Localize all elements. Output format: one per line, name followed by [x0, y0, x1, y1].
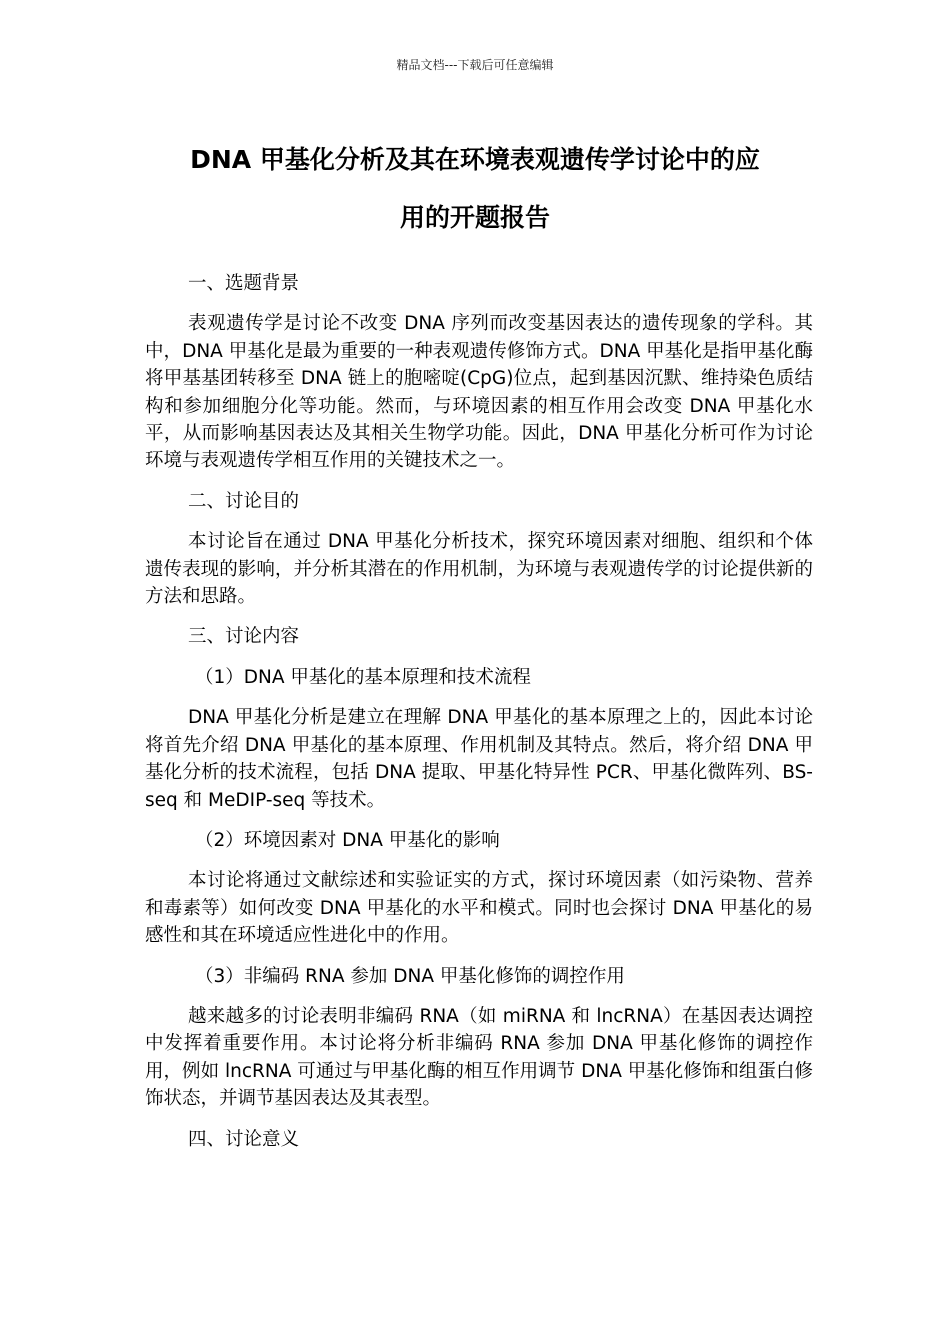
title-line-1: DNA 甲基化分析及其在环境表观遗传学讨论中的应: [190, 145, 760, 174]
title-line-2: 用的开题报告: [399, 203, 550, 232]
paragraph-purpose: 本讨论旨在通过 DNA 甲基化分析技术，探究环境因素对细胞、组织和个体遗传表现的影响，并分析其潜在的作用机制，为环境与表观遗传学的讨论提供新的方法和思路。: [145, 531, 813, 608]
section-heading-background: 一、选题背景: [188, 273, 300, 294]
subheading-principles: （1）DNA 甲基化的基本原理和技术流程: [195, 666, 531, 688]
document-body: [145, 270, 813, 1166]
subheading-noncoding-rna: （3）非编码 RNA 参加 DNA 甲基化修饰的调控作用: [195, 965, 625, 987]
section-heading-significance: 四、讨论意义: [188, 1128, 300, 1150]
paragraph-environment: 本讨论将通过文献综述和实验证实的方式，探讨环境因素（如污染物、营养和毒素等）如何改变 DNA 甲基化的水平和模式。同时也会探讨 DNA 甲基化的易感性和其在环境适应性进化中的作用。: [145, 870, 813, 947]
section-heading-content: 三、讨论内容: [188, 626, 300, 648]
header-note: 精品文档---下载后可任意编辑: [396, 58, 554, 72]
subheading-environment: （2）环境因素对 DNA 甲基化的影响: [195, 829, 500, 851]
paragraph-background: 表观遗传学是讨论不改变 DNA 序列而改变基因表达的遗传现象的学科。其中，DNA 甲基化是最为重要的一种表观遗传修饰方式。DNA 甲基化是指甲基化酶将甲基基团转移至 DNA 链上的胞嘧啶(CpG)位点，起到基因沉默、维持染色质结构和参加细胞分化等功能。然而，与环境因素的相互作用会改变 DNA 甲基化水平，从而影响基因表达及其相关生物学功能。因此，DNA 甲基化分析可作为讨论环境与表观遗传学相互作用的关键技术之一。: [145, 313, 813, 472]
document-title: [120, 131, 830, 247]
paragraph-principles: DNA 甲基化分析是建立在理解 DNA 甲基化的基本原理之上的，因此本讨论将首先介绍 DNA 甲基化的基本原理、作用机制及其特点。然后，将介绍 DNA 甲基化分析的技术流程，包括 DNA 提取、甲基化特异性 PCR、甲基化微阵列、BS-seq 和 MeDIP-seq 等技术。: [145, 707, 813, 811]
paragraph-noncoding-rna: 越来越多的讨论表明非编码 RNA（如 miRNA 和 lncRNA）在基因表达调控中发挥着重要作用。本讨论将分析非编码 RNA 参加 DNA 甲基化修饰的调控作用，例如 lncRNA 可通过与甲基化酶的相互作用调节 DNA 甲基化修饰和组蛋白修饰状态，并调节基因表达及其表型。: [145, 1005, 813, 1110]
section-heading-purpose: 二、讨论目的: [188, 490, 300, 512]
